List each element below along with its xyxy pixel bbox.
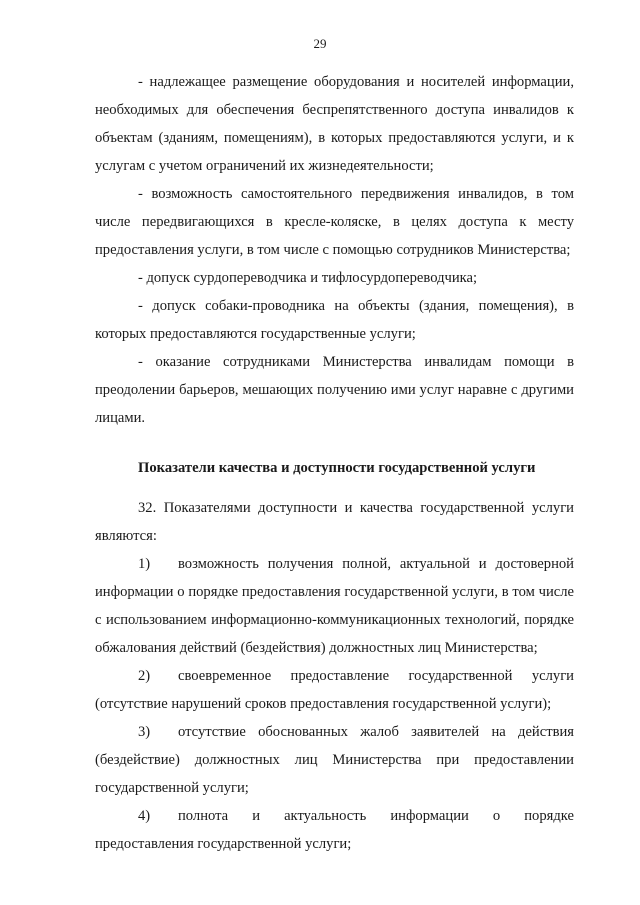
list-item-text: своевременное предоставление государственной услуги (отсутствие нарушений сроков предоставления государственной услуги); (95, 668, 574, 712)
list-item-number: 3) (138, 724, 151, 740)
list-item-number: 4) (138, 808, 151, 824)
paragraph-placement: - надлежащее размещение оборудования и носителей информации, необходимых для обеспечения беспрепятственного доступа инвалидов к объектам (зданиям, помещениям), в которых предоставляются услуги, и к услугам с учетом ограничений их жизнедеятельности; (95, 74, 574, 174)
paragraph-interpreter: - допуск сурдопереводчика и тифлосурдопереводчика; (138, 270, 478, 286)
page-number: 29 (313, 36, 327, 51)
list-item (95, 662, 574, 718)
list-item (95, 718, 574, 802)
body-text (95, 68, 574, 858)
section-intro: 32. Показателями доступности и качества государственной услуги являются: (95, 500, 574, 544)
list-item-text: отсутствие обоснованных жалоб заявителей на действия (бездействие) должностных лиц Министерства при предоставлении государственной услуги; (95, 724, 574, 796)
paragraph-movement: - возможность самостоятельного передвижения инвалидов, в том числе передвигающихся в кресле-коляске, в целях доступа к месту предоставления услуги, в том числе с помощью сотрудников Министерства; (95, 186, 574, 258)
spacer (95, 482, 574, 494)
paragraph-guide-dog: - допуск собаки-проводника на объекты (здания, помещения), в которых предоставляются государственные услуги; (95, 298, 574, 342)
list-item-number: 1) (138, 556, 151, 572)
spacer (95, 432, 574, 454)
list-item-text: возможность получения полной, актуальной и достоверной информации о порядке предоставления государственной услуги, в том числе с использованием информационно-коммуникационных технологий, порядке обжалования действий (бездействия) должностных лиц Министерства; (95, 556, 574, 656)
list-item (95, 550, 574, 662)
list-item-number: 2) (138, 668, 151, 684)
list-item (95, 802, 574, 858)
paragraph-assistance: - оказание сотрудниками Министерства инвалидам помощи в преодолении барьеров, мешающих получению ими услуг наравне с другими лицами. (95, 354, 574, 426)
list-item-text: полнота и актуальность информации о порядке предоставления государственной услуги; (95, 808, 574, 852)
section-heading: Показатели качества и доступности государственной услуги (138, 460, 536, 476)
